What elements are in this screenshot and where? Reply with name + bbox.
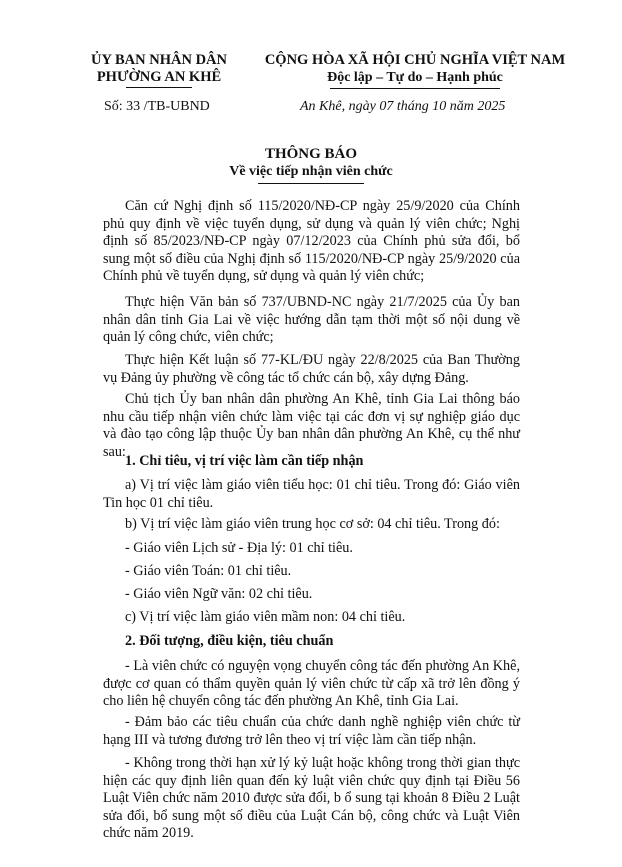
section-1-item-b1: - Giáo viên Lịch sử - Địa lý: 01 chỉ tiêu.: [125, 540, 353, 556]
section-1-item-b3: - Giáo viên Ngữ văn: 02 chỉ tiêu.: [125, 586, 313, 602]
motto-underline: [330, 88, 500, 89]
agency-line1: ỦY BAN NHÂN DÂN: [90, 52, 227, 68]
section-1-item-b2: - Giáo viên Toán: 01 chỉ tiêu.: [125, 563, 292, 579]
doc-number: Số: 33 /TB-UBND: [104, 99, 210, 114]
section-2-item-3: - Không trong thời hạn xử lý kỷ luật hoặc không trong thời gian thực hiện các quy định liên quan đến kỷ luật viên chức quy định tại Điều 56 Luật Viên chức năm 2010 được sửa đổi, b ổ sung tại khoản 8 Điều 2 Luật sửa đổi, bổ sung một số điều của Luật Cán bộ, công chức và Luật Viên chức năm 2019.: [103, 755, 520, 841]
subject-underline: [258, 183, 364, 184]
section-1-item-a: a) Vị trí việc làm giáo viên tiểu học: 01 chỉ tiêu. Trong đó: Giáo viên Tin học 01 chỉ tiêu.: [103, 477, 520, 511]
place-date: An Khê, ngày 07 tháng 10 năm 2025: [300, 99, 506, 114]
section-1-heading: 1. Chỉ tiêu, vị trí việc làm cần tiếp nhận: [125, 453, 364, 469]
para-legal-basis-2: Thực hiện Văn bản số 737/UBND-NC ngày 21/7/2025 của Ủy ban nhân dân tỉnh Gia Lai về việc hướng dẫn tạm thời một số nội dung về quản lý công chức, viên chức;: [103, 294, 520, 345]
agency-line2: PHƯỜNG AN KHÊ: [96, 69, 222, 85]
section-1-item-c: c) Vị trí việc làm giáo viên mầm non: 04 chỉ tiêu.: [125, 609, 406, 625]
motto: Độc lập – Tự do – Hạnh phúc: [327, 70, 503, 85]
nation-line1: CỘNG HÒA XÃ HỘI CHỦ NGHĨA VIỆT NAM: [264, 52, 566, 68]
doc-title: THÔNG BÁO: [264, 146, 358, 162]
para-announcement: Chủ tịch Ủy ban nhân dân phường An Khê, tỉnh Gia Lai thông báo nhu cầu tiếp nhận viên chức làm việc tại các đơn vị sự nghiệp giáo dục và đào tạo công lập thuộc Ủy ban nhân dân phường An Khê, cụ thể như sau:: [103, 391, 520, 460]
section-1-item-b: b) Vị trí việc làm giáo viên trung học cơ sở: 04 chỉ tiêu. Trong đó:: [125, 516, 500, 532]
doc-subject: Về việc tiếp nhận viên chức: [229, 164, 393, 179]
para-legal-basis-3: Thực hiện Kết luận số 77-KL/ĐU ngày 22/8/2025 của Ban Thường vụ Đảng ủy phường về công tác tổ chức cán bộ, xây dựng Đảng.: [103, 352, 520, 386]
agency-underline: [126, 87, 192, 88]
para-legal-basis-1: Căn cứ Nghị định số 115/2020/NĐ-CP ngày 25/9/2020 của Chính phủ quy định về việc tuyển dụng, sử dụng và quản lý viên chức; Nghị định số 85/2023/NĐ-CP ngày 07/12/2023 của Chính phủ sửa đổi, bổ sung một số điều của Nghị định số 115/2020/NĐ-CP ngày 25/9/2020 của Chính phủ về tuyển dụng, sử dụng và quản lý viên chức;: [103, 198, 520, 284]
agency-name: [75, 52, 243, 86]
national-header: [250, 52, 580, 86]
section-2-heading: 2. Đối tượng, điều kiện, tiêu chuẩn: [125, 633, 334, 649]
section-2-item-2: - Đảm bảo các tiêu chuẩn của chức danh nghề nghiệp viên chức từ hạng III và tương đương trở lên theo vị trí việc làm cần tiếp nhận.: [103, 714, 520, 748]
section-2-item-1: - Là viên chức có nguyện vọng chuyển công tác đến phường An Khê, được cơ quan có thẩm quyền quản lý viên chức từ cấp xã trở lên đồng ý cho liên hệ chuyển công tác đến phường An Khê, tỉnh Gia Lai.: [103, 658, 520, 709]
